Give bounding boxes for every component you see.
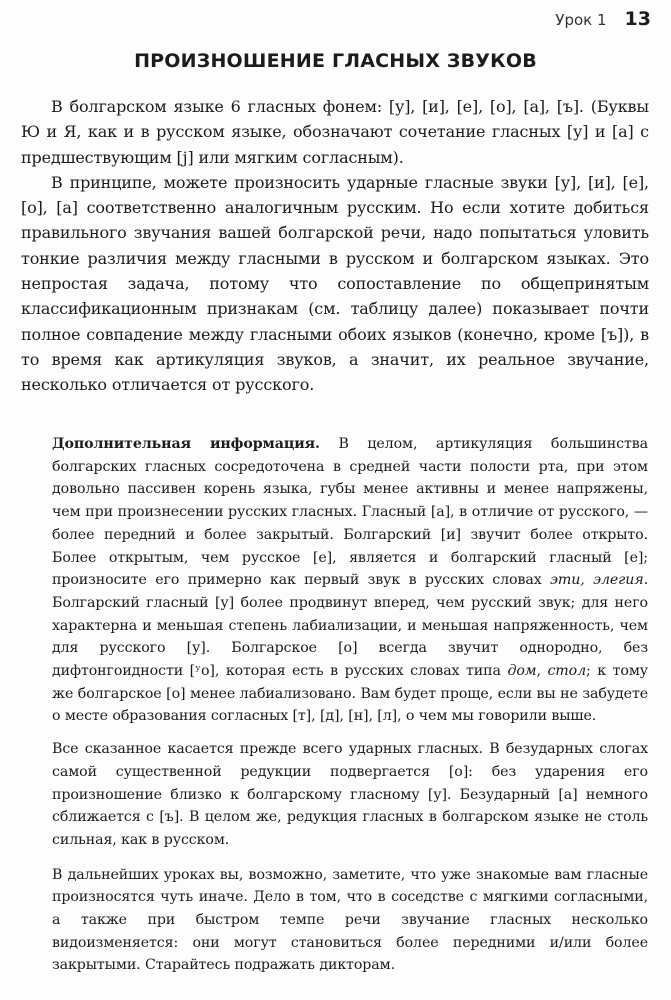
page-number: 13 <box>624 8 651 30</box>
additional-info-paragraph: Все сказанное касается прежде всего ударных гласных. В безударных слогах самой существенной редукции подвергается [о]: без ударения его произношение близко к болгарскому гласному [у]. Безударный [а] немного сближается с [ъ]. В целом же, редукция гласных в болгарском языке не столь сильная, как в русском. <box>52 741 648 848</box>
main-paragraph: В болгарском языке 6 гласных фонем: [у], [и], [е], [о], [а], [ъ]. (Буквы Ю и Я, как и в русском языке, обозначают сочетание гласных [у] и [а] с предшествующим [j] или мягким согласным). <box>21 97 649 167</box>
additional-info-paragraph: В дальнейших уроках вы, возможно, заметите, что уже знакомые вам гласные произносятся чуть иначе. Дело в том, что в соседстве с мягкими согласными, а также при быстром темпе речи звучание гласных несколько видоизменяется: они могут становиться более передними и/или более закрытыми. Старайтесь подражать дикторам. <box>52 866 648 974</box>
additional-info-label: Дополнительная информация. <box>52 436 320 452</box>
additional-info-block <box>52 433 648 989</box>
text-fragment: ; к тому же болгарское [о] менее лабиализовано. Вам будет проще, если вы не забудете о месте образования согласных [т], [д], [н], [л], о чем мы говорили выше. <box>52 663 648 725</box>
lesson-label: Урок 1 <box>555 11 607 29</box>
page-header <box>555 8 651 36</box>
text-fragment: , <box>536 663 548 680</box>
example-word: стол <box>547 663 587 680</box>
main-text <box>21 94 649 398</box>
text-fragment: В целом, артикуляция большинства болгарских гласных сосредоточена в средней части полости рта, при этом довольно пассивен корень языка, губы менее активны и менее напряжены, чем при произнесении русских гласных. Гласный [а], в отличие от русского, — более передний и более закрытый. Болгарский [и] звучит более открыто. Более открытым, чем русское [е], является и болгарский гласный [е]; произносите его примерно как первый звук в русских словах <box>52 436 648 589</box>
main-paragraph: В принципе, можете произносить ударные гласные звуки [у], [и], [е], [о], [а] соответственно аналогичным русским. Но если хотите добиться правильного звучания вашей болгарской речи, надо попытаться уловить тонкие различия между гласными в русском и болгарском языках. Это непростая задача, потому что сопоставление по общепринятым классификационным признакам (см. таблицу далее) показывает почти полное совпадение между гласными обоих языков (конечно, кроме [ъ]), в то время как артикуляция звуков, а значит, их реальное звучание, несколько отличается от русского. <box>21 172 649 395</box>
example-words: эти, элегия <box>550 572 644 589</box>
example-word: дом <box>507 663 537 680</box>
additional-info-paragraph <box>52 433 648 728</box>
section-title: ПРОИЗНОШЕНИЕ ГЛАСНЫХ ЗВУКОВ <box>134 50 537 72</box>
text-fragment: . Болгарский гласный [у] более продвинут вперед, чем русский звук; для него характерна и меньшая степень лабиализации, и меньшая напряженность, чем для русского [у]. Болгарское [о] всегда звучит однородно, без дифтонгоидности [ʸо], которая есть в русских словах типа <box>52 572 648 680</box>
